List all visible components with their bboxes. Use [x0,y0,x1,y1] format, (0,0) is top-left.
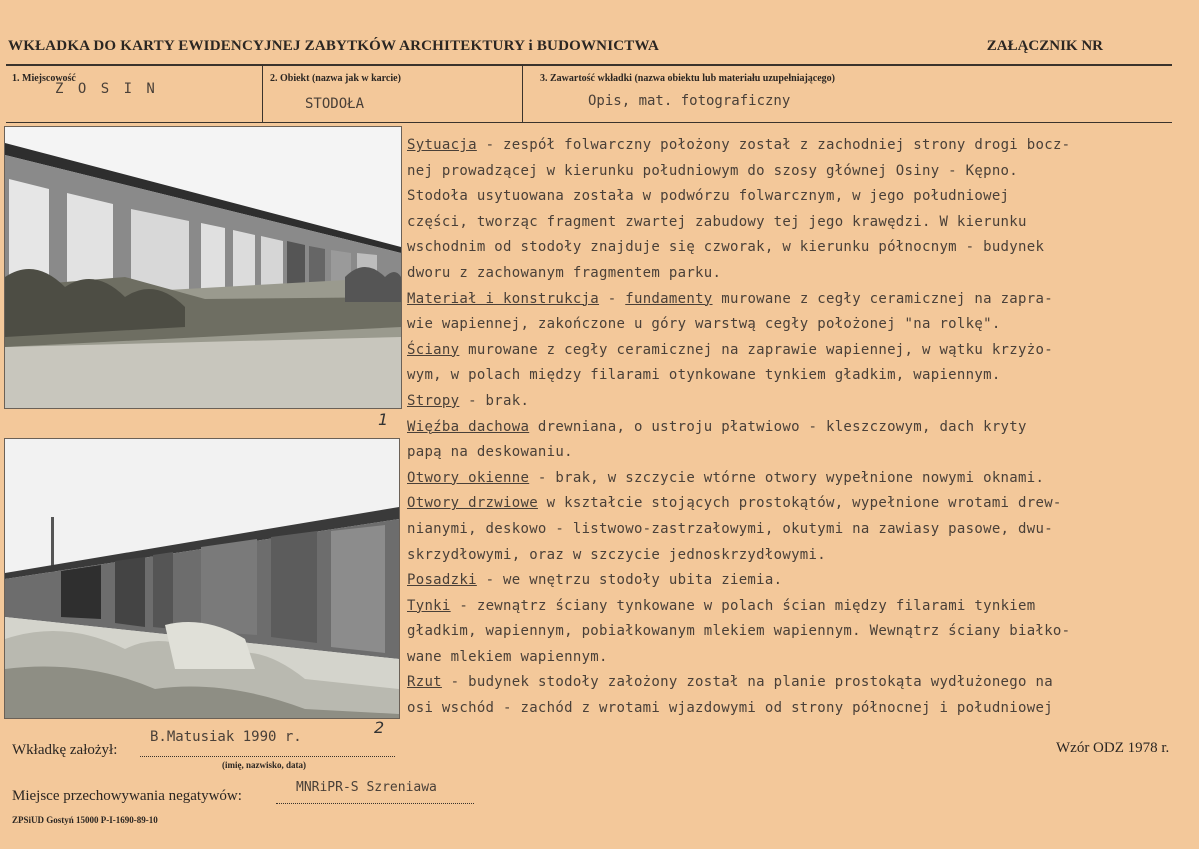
field-1-value: Z O S I N [55,81,158,97]
photo-1 [4,126,402,409]
section-heading: Rzut [407,674,442,691]
field-divider-1 [262,66,263,123]
section-heading: Tynki [407,597,451,614]
description-line [407,261,1187,287]
description-line [407,491,1187,517]
description-segment: nej prowadzącej w kierunku południowym do szosy głównej Osiny - Kępno. [407,162,1019,179]
template-label: Wzór ODZ 1978 r. [1056,740,1170,756]
section-heading: Materiał i konstrukcja [407,290,600,307]
description-line [407,389,1187,415]
description-segment: papą na deskowaniu. [407,444,573,461]
section-heading: Sytuacja [407,137,477,153]
founder-caption: (imię, nazwisko, data) [222,760,306,770]
header-rule-bottom [6,122,1172,123]
section-heading: fundamenty [625,290,713,307]
field-3-value: Opis, mat. fotograficzny [588,93,791,109]
description-line [407,287,1187,313]
description-segment: drewniana, o ustroju płatwiowo - kleszczowym, dach kryty [529,418,1027,435]
card-title: WKŁADKA DO KARTY EWIDENCYJNEJ ZABYTKÓW ARCHITEKTURY i BUDOWNICTWA [8,38,660,54]
annex-label: ZAŁĄCZNIK NR [986,38,1103,54]
description-segment: murowane z cegły ceramicznej na zapra- [712,290,1053,307]
description-segment: wym, w polach między filarami otynkowane tynkiem gładkim, wapiennym. [407,367,1001,384]
description-segment: - we wnętrzu stodoły ubita ziemia. [476,572,783,589]
description-segment: - brak, w szczycie wtórne otwory wypełnione nowymi oknami. [529,469,1045,486]
description-segment: - brak. [459,392,530,409]
description-line [407,594,1187,620]
description-line [407,440,1187,466]
description-line [407,415,1187,441]
description-segment: wane mlekiem wapiennym. [407,648,608,665]
section-heading: Otwory drzwiowe [407,495,538,512]
description-line [407,312,1187,338]
negatives-label: Miejsce przechowywania negatywów: [12,788,242,804]
description-segment: murowane z cegły ceramicznej na zaprawie wapiennej, w wątku krzyżo- [459,341,1053,358]
description-segment: części, tworząc fragment zwartej zabudowy tej jego krawędzi. W kierunku [407,213,1027,230]
barn-photo-1-image [5,127,401,408]
section-heading: Otwory okienne [407,469,530,486]
description-segment: - budynek stodoły założony został na planie prostokąta wydłużonego na [441,674,1053,691]
description-segment: Stodoła usytuowana została w podwórzu folwarcznym, w jego południowej [407,188,1010,205]
field-2-label: 2. Obiekt (nazwa jak w karcie) [270,73,401,84]
photo-1-number: 1 [378,410,389,429]
photo-2 [4,438,400,719]
founder-label: Wkładkę założył: [12,742,118,758]
barn-photo-2-image [5,439,399,718]
description-segment: gładkim, wapiennym, pobiałkowanym mlekiem wapiennym. Wewnątrz ściany białko- [407,623,1071,640]
field-divider-2 [522,66,523,123]
description-line [407,619,1187,645]
description-text [407,133,1187,722]
description-segment: dworu z zachowanym fragmentem parku. [407,264,722,281]
description-line [407,159,1187,185]
description-line [407,517,1187,543]
negatives-value: MNRiPR-S Szreniawa [296,780,437,795]
description-segment: wie wapiennej, zakończone u góry warstwą cegły położonej "na rolkę". [407,316,1001,333]
description-segment: skrzydłowymi, oraz w szczycie jednoskrzydłowymi. [407,546,826,563]
description-line [407,543,1187,569]
description-line [407,645,1187,671]
founder-value: B.Matusiak 1990 r. [150,729,302,745]
section-heading: Ściany [407,341,460,358]
description-line [407,210,1187,236]
section-heading: Więźba dachowa [407,418,530,435]
founder-dotted-line [140,756,395,757]
description-line [407,670,1187,696]
description-segment: - zewnątrz ściany tynkowane w polach ścian między filarami tynkiem [450,597,1036,614]
description-segment: osi wschód - zachód z wrotami wjazdowymi od strony północnej i południowej [407,700,1053,717]
description-line [407,568,1187,594]
section-heading: Stropy [407,392,460,409]
description-line [407,235,1187,261]
header-rule-top [6,64,1172,66]
description-line [407,466,1187,492]
description-line [407,184,1187,210]
description-segment: w kształcie stojących prostokątów, wypełnione wrotami drew- [537,495,1062,512]
field-1-label: 1. Miejscowość [12,73,76,84]
photo-2-number: 2 [374,718,385,737]
description-segment: - zespół folwarczny położony został z zachodniej strony drogi bocz- [476,137,1071,153]
field-2-value: STODOŁA [305,96,365,112]
field-3-label: 3. Zawartość wkładki (nazwa obiektu lub materiału uzupełniającego) [540,73,836,84]
negatives-dotted-line [276,803,474,804]
description-line [407,696,1187,722]
description-line [407,363,1187,389]
description-line [407,338,1187,364]
description-line [407,133,1187,159]
section-heading: Posadzki [407,572,477,589]
description-segment: - [599,290,626,307]
printer-imprint: ZPSiUD Gostyń 15000 P-I-1690-89-10 [12,815,158,825]
description-segment: nianymi, deskowo - listwowo-zastrzałowymi, okutymi na zawiasy pasowe, dwu- [407,520,1053,537]
description-segment: wschodnim od stodoły znajduje się czworak, w kierunku północnym - budynek [407,239,1045,256]
